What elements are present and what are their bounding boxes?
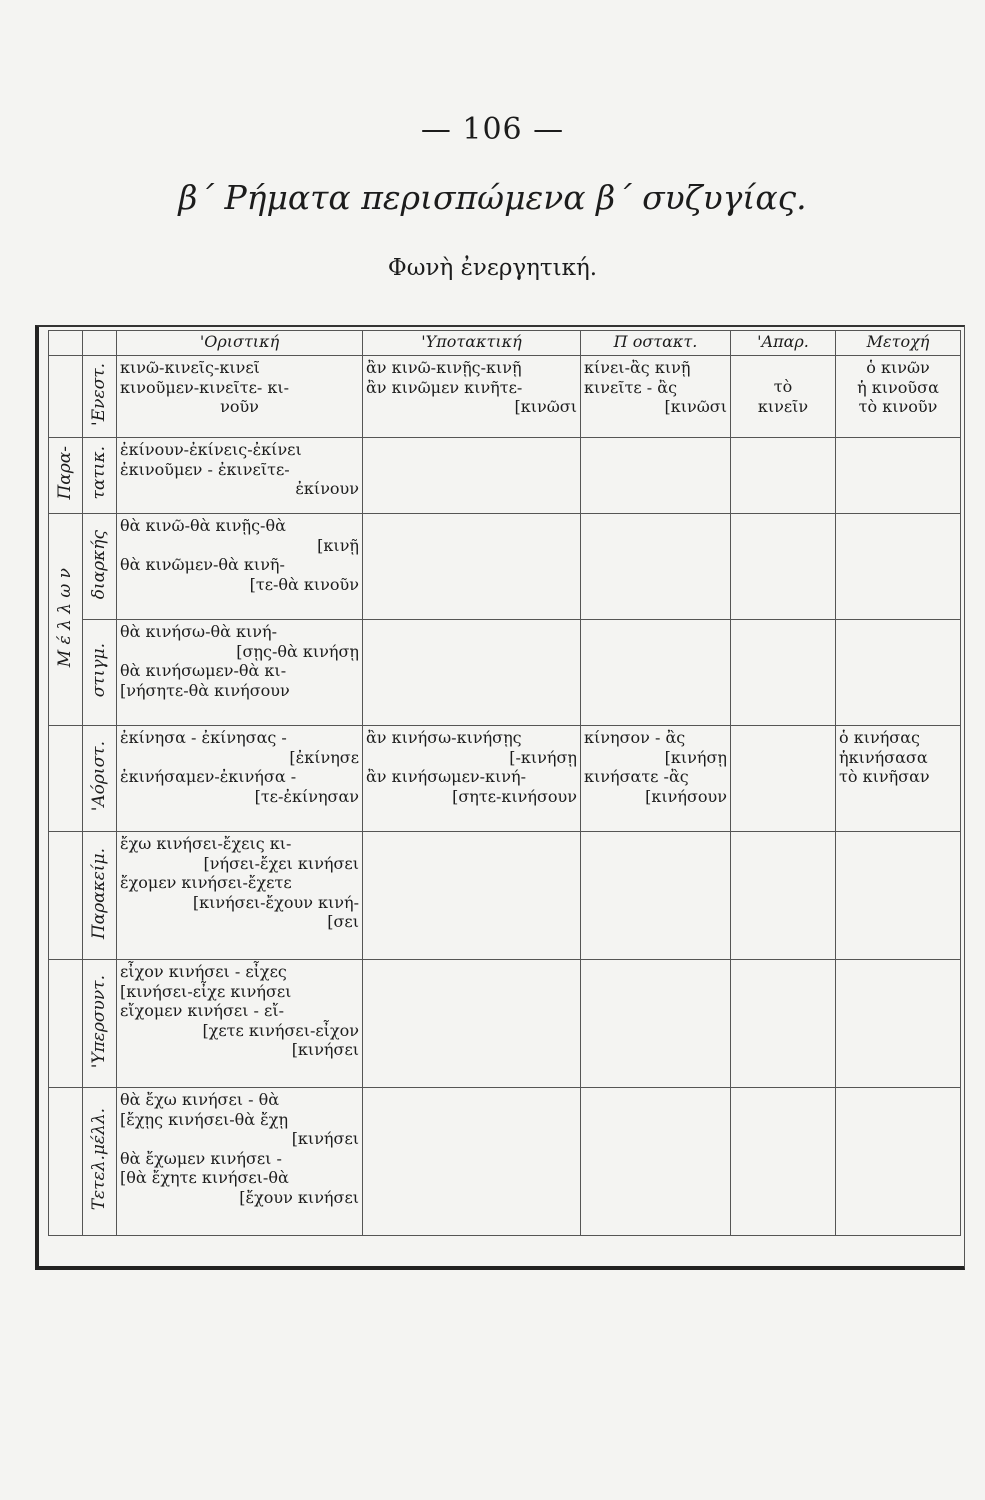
cell-parakeim-ypotaktiki bbox=[363, 832, 581, 960]
cell-stigm-oristiki bbox=[117, 620, 363, 726]
cell-diarkis-aparemfato bbox=[731, 514, 836, 620]
line: κινήσατε -ἂς bbox=[584, 767, 689, 786]
cell-stigm-aparemfato bbox=[731, 620, 836, 726]
line: ἡ κινοῦσα bbox=[857, 377, 939, 397]
line: θὰ ἔχω κινήσει - θὰ bbox=[120, 1090, 280, 1109]
cell-ypersynt-ypotaktiki bbox=[363, 960, 581, 1088]
header-prostaktiki: Π οστακτ. bbox=[581, 331, 731, 356]
line: ἐκινοῦμεν - ἐκινεῖτε- bbox=[120, 459, 290, 479]
line: τὸ κινοῦν bbox=[858, 397, 938, 416]
line: ἡκινήσασα bbox=[839, 747, 928, 767]
cell-enest-oristiki bbox=[117, 356, 363, 438]
cell-parat-prostaktiki bbox=[581, 438, 731, 514]
label-tetel: Τετελ.μέλλ. bbox=[88, 1108, 109, 1211]
cell-ypersynt-metochi bbox=[836, 960, 961, 1088]
line: [σῃς-θὰ κινήσῃ bbox=[236, 641, 359, 661]
cell-parat-metochi bbox=[836, 438, 961, 514]
line: ἐκίνησα - ἐκίνησας - bbox=[120, 728, 287, 747]
cell-parakeim-metochi bbox=[836, 832, 961, 960]
conjugation-table bbox=[48, 330, 961, 1236]
row-mellon-stigm bbox=[49, 620, 961, 726]
cell-aorist-prostaktiki bbox=[581, 726, 731, 832]
line: [κινήσουν bbox=[645, 786, 727, 806]
page-number: — 106 — bbox=[420, 112, 565, 147]
row-mellon-diarkis bbox=[49, 514, 961, 620]
header-aparemfato: 'Απαρ. bbox=[731, 331, 836, 356]
line: ἐκινήσαμεν-ἐκινήσα - bbox=[120, 767, 297, 786]
side-empty-parakeim bbox=[49, 832, 83, 960]
cell-diarkis-prostaktiki bbox=[581, 514, 731, 620]
row-aoristos bbox=[49, 726, 961, 832]
page-subtitle: Φωνὴ ἐνεργητική. bbox=[387, 255, 598, 281]
line: νοῦν bbox=[220, 397, 259, 416]
line: ἔχομεν κινήσει-ἔχετε bbox=[120, 873, 292, 892]
cell-ypersynt-oristiki bbox=[117, 960, 363, 1088]
cell-aorist-ypotaktiki bbox=[363, 726, 581, 832]
label-parakeim: Παρακείμ. bbox=[88, 847, 109, 939]
line: [θὰ ἔχητε κινήσει-θὰ bbox=[120, 1168, 289, 1187]
line: ὁ κινήσας bbox=[839, 728, 920, 747]
side-group-mellon bbox=[49, 514, 83, 726]
side-parakeim bbox=[83, 832, 117, 960]
line: κινεῖν bbox=[757, 396, 809, 416]
line: [τε-ἐκίνησαν bbox=[254, 786, 359, 806]
side-tetel bbox=[83, 1088, 117, 1236]
line: κινοῦμεν-κινεῖτε- κι- bbox=[120, 377, 290, 397]
line: [κινήσει-εἶχε κινήσει bbox=[120, 981, 292, 1001]
label-enest: 'Ενεστ. bbox=[88, 362, 109, 426]
line: ἂν κινῶμεν κινῆτε- bbox=[366, 377, 523, 397]
row-enestos bbox=[49, 356, 961, 438]
line: [κινήσῃ bbox=[664, 747, 727, 767]
side-empty-tetel bbox=[49, 1088, 83, 1236]
line: θὰ κινήσωμεν-θὰ κι- bbox=[120, 661, 287, 680]
cell-diarkis-metochi bbox=[836, 514, 961, 620]
side-group-parat bbox=[49, 438, 83, 514]
line: [ἔχουν κινήσει bbox=[239, 1187, 359, 1207]
line: ἐκίνουν bbox=[295, 479, 359, 498]
line: θὰ κινῶ-θὰ κινῇς-θὰ bbox=[120, 516, 286, 535]
line: [κινήσει-ἔχουν κινή- bbox=[192, 892, 359, 912]
line: εἶχον κινήσει - εἶχες bbox=[120, 962, 287, 981]
line: [κινήσει bbox=[291, 1040, 359, 1059]
side-stigm bbox=[83, 620, 117, 726]
cell-ypersynt-prostaktiki bbox=[581, 960, 731, 1088]
row-ypersyntelikos bbox=[49, 960, 961, 1088]
line: θὰ ἔχωμεν κινήσει - bbox=[120, 1148, 282, 1168]
cell-tetel-metochi bbox=[836, 1088, 961, 1236]
line: κινῶ-κινεῖς-κινεῖ bbox=[120, 358, 260, 377]
line: εἴχομεν κινήσει - εἴ- bbox=[120, 1001, 285, 1020]
cell-tetel-aparemfato bbox=[731, 1088, 836, 1236]
line: [ἐκίνησε bbox=[289, 747, 359, 767]
cell-enest-prostaktiki bbox=[581, 356, 731, 438]
line: κινεῖτε - ἂς bbox=[584, 377, 678, 397]
line: ἔχω κινήσει-ἔχεις κι- bbox=[120, 834, 292, 853]
cell-parat-aparemfato bbox=[731, 438, 836, 514]
line: [κινῇ bbox=[317, 535, 359, 555]
cell-stigm-prostaktiki bbox=[581, 620, 731, 726]
line: [τε-θὰ κινοῦν bbox=[249, 574, 359, 594]
cell-diarkis-ypotaktiki bbox=[363, 514, 581, 620]
header-row bbox=[49, 331, 961, 356]
side-empty-enest bbox=[49, 356, 83, 438]
line: ἂν κινήσω-κινήσῃς bbox=[366, 728, 522, 747]
line: [νήσει-ἔχει κινήσει bbox=[203, 853, 359, 873]
row-tetel-mellon bbox=[49, 1088, 961, 1236]
line: [σει bbox=[327, 912, 359, 931]
side-diarkis bbox=[83, 514, 117, 620]
cell-aorist-aparemfato bbox=[731, 726, 836, 832]
line: [κινήσει bbox=[291, 1129, 359, 1148]
label-group-mellon: Μ έ λ λ ω ν bbox=[54, 567, 75, 667]
line: ὁ κινῶν bbox=[866, 358, 930, 377]
cell-stigm-ypotaktiki bbox=[363, 620, 581, 726]
line: [ἔχῃς κινήσει-θὰ ἔχῃ bbox=[120, 1109, 289, 1129]
side-empty-aorist bbox=[49, 726, 83, 832]
header-ypotaktiki: 'Υποτακτική bbox=[363, 331, 581, 356]
side-parat bbox=[83, 438, 117, 514]
cell-tetel-prostaktiki bbox=[581, 1088, 731, 1236]
line: κίνει-ἂς κινῇ bbox=[584, 358, 691, 377]
label-group-parat: Παρα- bbox=[54, 446, 75, 501]
cell-parakeim-aparemfato bbox=[731, 832, 836, 960]
label-aorist: 'Αόριστ. bbox=[88, 741, 109, 812]
cell-stigm-metochi bbox=[836, 620, 961, 726]
cell-parakeim-prostaktiki bbox=[581, 832, 731, 960]
cell-tetel-oristiki bbox=[117, 1088, 363, 1236]
label-ypersynt: 'Υπερσυντ. bbox=[88, 974, 109, 1068]
line: θὰ κινῶμεν-θὰ κινῆ- bbox=[120, 555, 285, 574]
line: κίνησον - ἂς bbox=[584, 728, 686, 747]
line: [χετε κινήσει-εἶχον bbox=[202, 1020, 359, 1040]
label-diarkis: διαρκής bbox=[88, 529, 109, 599]
line: [κινῶσι bbox=[664, 397, 727, 416]
header-oristiki: 'Οριστική bbox=[117, 331, 363, 356]
header-corner-1 bbox=[49, 331, 83, 356]
side-empty-ypersynt bbox=[49, 960, 83, 1088]
line: [-κινήσῃ bbox=[509, 747, 577, 767]
cell-enest-metochi bbox=[836, 356, 961, 438]
cell-aorist-oristiki bbox=[117, 726, 363, 832]
page-title: β΄ Ρήματα περισπώμενα β΄ συζυγίας. bbox=[178, 178, 807, 217]
line: θὰ κινήσω-θὰ κινή- bbox=[120, 622, 277, 641]
cell-aorist-metochi bbox=[836, 726, 961, 832]
line: ἂν κινῶ-κινῇς-κινῇ bbox=[366, 358, 522, 377]
side-ypersynt bbox=[83, 960, 117, 1088]
label-stigm: στιγμ. bbox=[88, 643, 109, 698]
line: τὸ bbox=[773, 377, 793, 396]
side-enest bbox=[83, 356, 117, 438]
line: [σητε-κινήσουν bbox=[452, 786, 577, 806]
side-aorist bbox=[83, 726, 117, 832]
cell-ypersynt-aparemfato bbox=[731, 960, 836, 1088]
line: ἂν κινήσωμεν-κινή- bbox=[366, 767, 526, 786]
cell-tetel-ypotaktiki bbox=[363, 1088, 581, 1236]
row-paratatikos bbox=[49, 438, 961, 514]
header-corner-2 bbox=[83, 331, 117, 356]
cell-parat-ypotaktiki bbox=[363, 438, 581, 514]
line: ἐκίνουν-ἐκίνεις-ἐκίνει bbox=[120, 440, 302, 459]
cell-enest-aparemfato bbox=[731, 356, 836, 438]
line: τὸ κινῆσαν bbox=[839, 767, 930, 786]
line: [κινῶσι bbox=[514, 397, 577, 416]
row-parakeimenos bbox=[49, 832, 961, 960]
cell-parat-oristiki bbox=[117, 438, 363, 514]
header-metochi: Μετοχή bbox=[836, 331, 961, 356]
cell-parakeim-oristiki bbox=[117, 832, 363, 960]
cell-enest-ypotaktiki bbox=[363, 356, 581, 438]
label-parat: τατικ. bbox=[88, 446, 109, 500]
cell-diarkis-oristiki bbox=[117, 514, 363, 620]
line: [νήσητε-θὰ κινήσουν bbox=[120, 680, 290, 700]
